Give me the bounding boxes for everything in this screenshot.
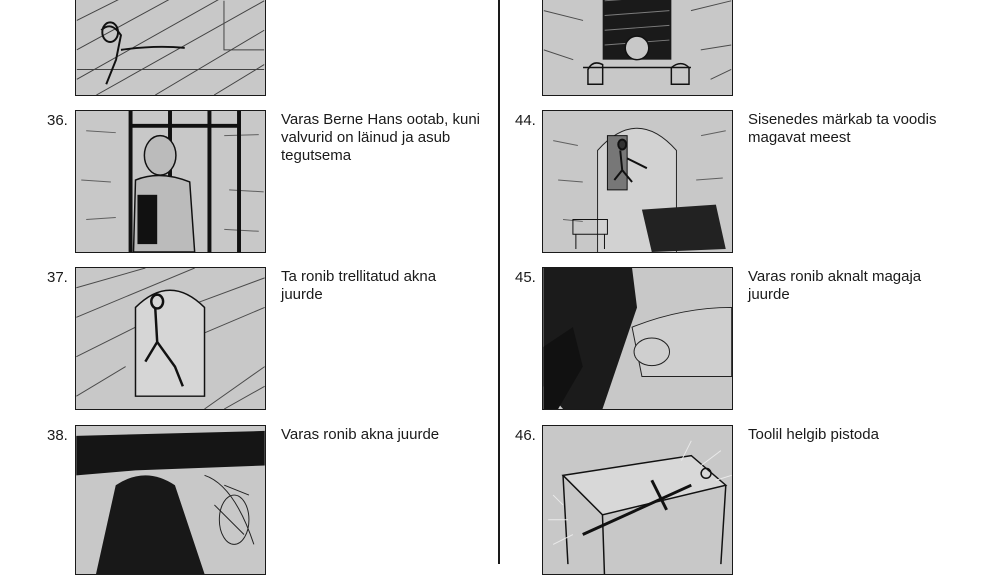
panel-caption: Varas ronib akna juurde	[281, 426, 440, 443]
storyboard-panel-left-3	[75, 425, 266, 575]
panel-number: 45.	[515, 269, 536, 286]
panel-caption: Varas ronib aknalt magaja juurde	[748, 268, 922, 303]
sketch-dagger-on-stool	[543, 426, 732, 574]
sketch-climbing-window	[76, 268, 265, 409]
storyboard-panel-right-2	[542, 267, 733, 410]
panel-caption: Ta ronib trellitatud akna juurde	[281, 268, 437, 303]
panel-caption: Sisenedes märkab ta voodis magavat meest	[748, 111, 937, 146]
column-divider	[498, 0, 500, 564]
panel-caption: Toolil helgib pistoda	[748, 426, 879, 443]
panel-caption: Varas Berne Hans ootab, kuni valvurid on läinud ja asub tegutsema	[281, 111, 481, 164]
panel-number: 38.	[47, 427, 68, 444]
panel-number: 37.	[47, 269, 68, 286]
sketch-legs-closeup	[76, 426, 265, 574]
panel-number: 46.	[515, 427, 536, 444]
storyboard-panel-right-1	[542, 110, 733, 253]
panel-number: 36.	[47, 112, 68, 129]
storyboard-panel-left-0	[75, 0, 266, 96]
sketch-legs-over-sleeper	[543, 268, 732, 409]
storyboard-panel-left-1	[75, 110, 266, 253]
storyboard-panel-left-2	[75, 267, 266, 410]
panel-number: 44.	[515, 112, 536, 129]
storyboard-panel-right-3	[542, 425, 733, 575]
sketch-room-with-bed	[543, 111, 732, 252]
sketch-prisoner-bars	[76, 111, 265, 252]
storyboard-panel-right-0	[542, 0, 733, 96]
sketch-crawling-figure	[76, 0, 265, 95]
sketch-face-at-window	[543, 0, 732, 95]
